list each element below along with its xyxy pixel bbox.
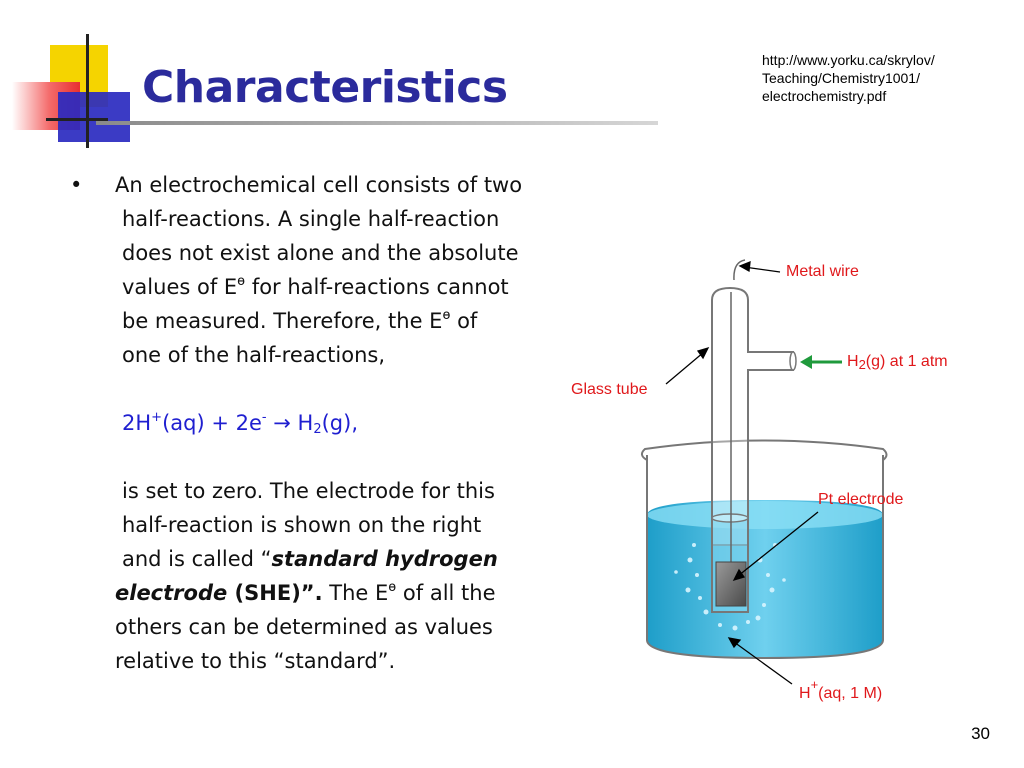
text-line: one of the half-reactions, — [122, 343, 385, 367]
label-h-plus-solution: H+(aq, 1 M) — [799, 677, 883, 702]
pt-electrode — [716, 562, 746, 606]
source-line: electrochemistry.pdf — [762, 88, 887, 104]
text-line: half-reactions. A single half-reaction — [122, 207, 500, 231]
text-line: values of $E^ɵ$ for half-reactions cannot — [122, 274, 509, 299]
text-line: half-reaction is shown on the right — [122, 513, 482, 537]
title-underline — [96, 121, 658, 125]
text-line: An electrochemical cell consists of two — [115, 173, 523, 197]
decor-blue-square — [58, 92, 130, 142]
decor-vertical-line — [86, 34, 89, 148]
h2-inflow-arrow — [800, 355, 842, 369]
page-number: 30 — [971, 724, 990, 743]
bullet-marker: • — [70, 173, 83, 197]
label-h2-gas: $H_2(g)$ at 1 atm — [847, 353, 948, 372]
text-line: does not exist alone and the absolute — [122, 241, 519, 265]
text-line: and is called “standard hydrogen — [122, 547, 498, 571]
paragraph-she — [115, 474, 610, 678]
text-line: others can be determined as values — [115, 615, 493, 639]
source-line: Teaching/Chemistry1001/ — [762, 70, 920, 86]
equation-line: $2H^+(aq) + 2e^- \to H_2(g)$, — [122, 410, 359, 437]
label-glass-tube: Glass tube — [571, 381, 648, 398]
she-equation — [115, 406, 610, 440]
label-pt-electrode: Pt electrode — [818, 491, 904, 508]
she-diagram — [560, 250, 980, 700]
page-title: Characteristics — [142, 62, 508, 113]
paragraph-intro — [115, 168, 610, 372]
text-line: relative to this “standard”. — [115, 649, 396, 673]
text-line: electrode (SHE)”. The $E^ɵ$ of all the — [115, 580, 496, 605]
source-url — [762, 51, 1012, 105]
text-line: be measured. Therefore, the $E^ɵ$ of — [122, 308, 478, 333]
source-line: http://www.yorku.ca/skrylov/ — [762, 52, 935, 68]
label-metal-wire: Metal wire — [786, 263, 859, 280]
text-line: is set to zero. The electrode for this — [122, 479, 495, 503]
